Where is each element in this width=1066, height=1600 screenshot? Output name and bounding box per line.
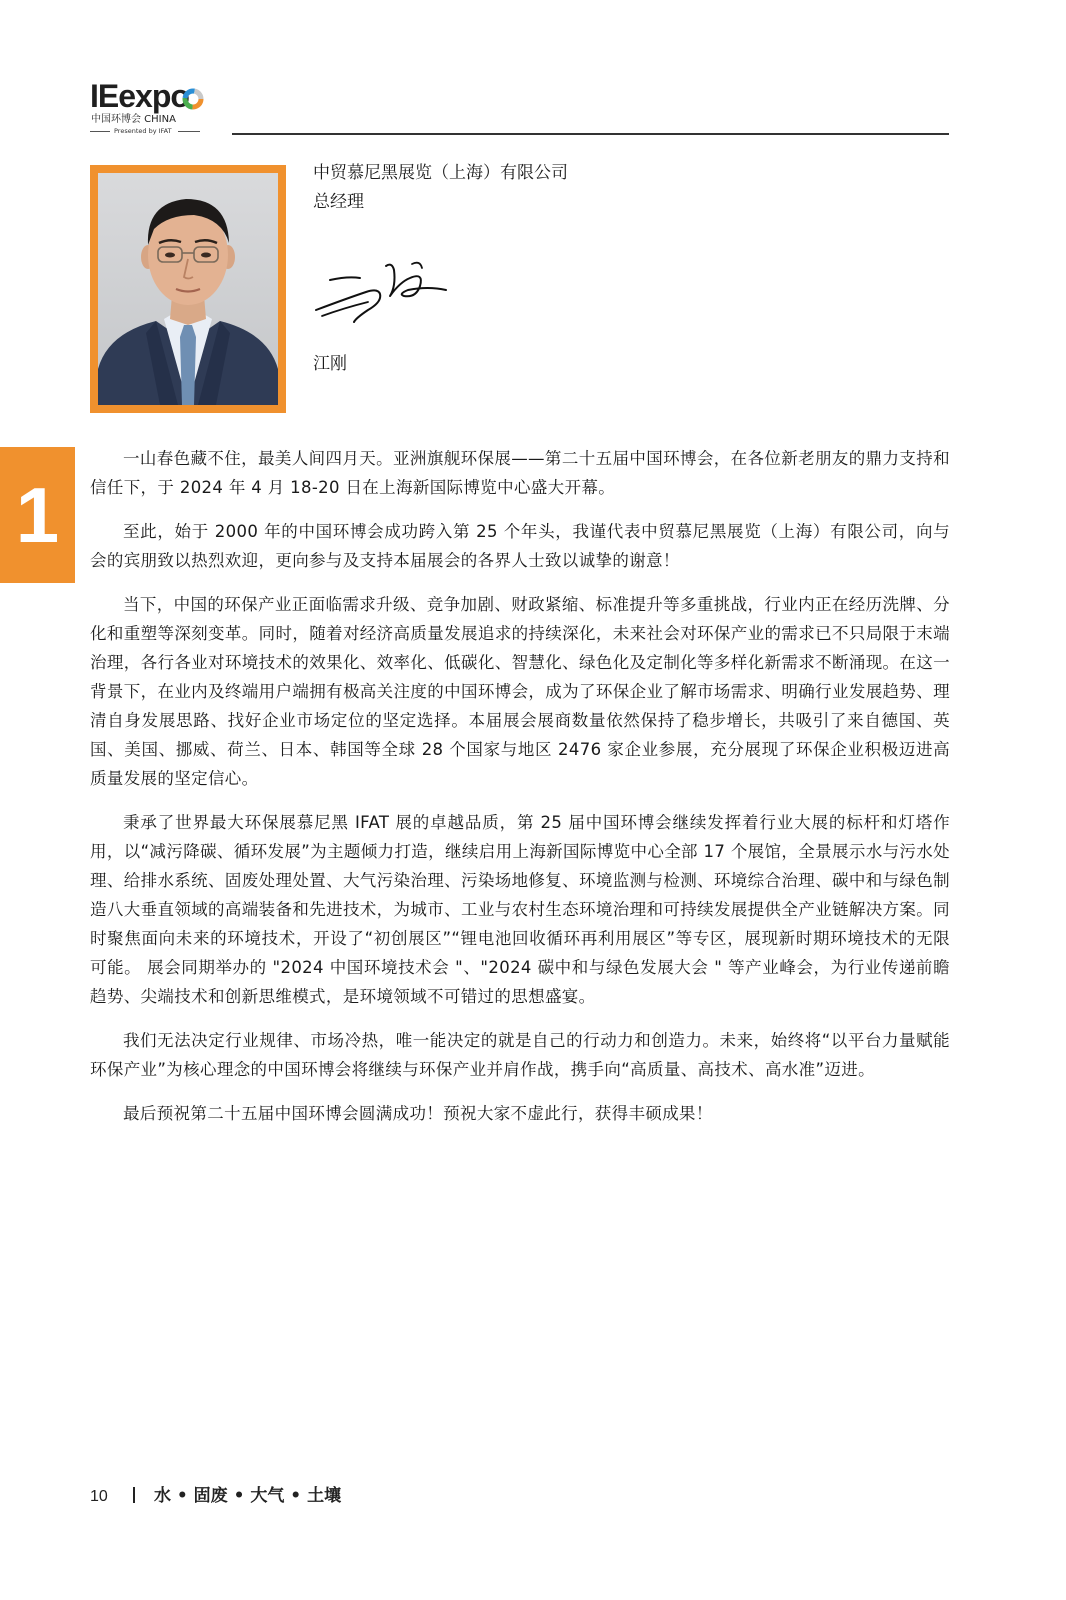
author-name: 江刚 xyxy=(313,354,347,374)
footer-divider xyxy=(133,1487,135,1503)
paragraph: 我们无法决定行业规律、市场冷热，唯一能决定的就是自己的行动力和创造力。未来，始终将“以平台力量赋能环保产业”为核心理念的中国环博会将继续与环保产业并肩作战，携手向“高质量、高技术、高水准”迈进。 xyxy=(90,1031,950,1079)
footer-title: 水 • 固废 • 大气 • 土壤 xyxy=(153,1486,342,1506)
handwritten-signature xyxy=(308,252,458,332)
paragraph: 当下，中国的环保产业正面临需求升级、竞争加剧、财政紧缩、标准提升等多重挑战，行业内正在经历洗牌、分化和重塑等深刻变革。同时，随着对经济高质量发展追求的持续深化，未来社会对环保产业的需求已不只局限于末端治理，各行各业对环境技术的效果化、效率化、低碳化、智慧化、绿色化及定制化等多样化新需求不断涌现。在这一背景下，在业内及终端用户端拥有极高关注度的中国环博会，成为了环保企业了解市场需求、明确行业发展趋势、理清自身发展思路、找好企业市场定位的坚定选择。本届展会展商数量依然保持了稳步增长，共吸引了来自德国、英国、美国、挪威、荷兰、日本、韩国等全球 28 个国家与地区 2476 家企业参展，充分展现了环保企业积极迈进高质量发展的坚定信心。 xyxy=(90,595,950,788)
author-title: 总经理 xyxy=(313,192,364,212)
portrait-image xyxy=(98,173,278,405)
section-number: 1 xyxy=(15,471,60,559)
header-divider xyxy=(232,133,949,135)
page-footer xyxy=(90,1483,341,1509)
paragraph: 秉承了世界最大环保展慕尼黑 IFAT 展的卓越品质，第 25 届中国环博会继续发挥着行业大展的标杆和灯塔作用，以“减污降碳、循环发展”为主题倾力打造，继续启用上海新国际博览中心全部 17 个展馆，全景展示水与污水处理、给排水系统、固废处理处置、大气污染治理、污染场地修复、环境监测与检测、环境综合治理、碳中和与绿色制造八大垂直领域的高端装备和先进技术，为城市、工业与农村生态环境治理和可持续发展提供全产业链解决方案。同时聚焦面向未来的环境技术，开设了“初创展区”“锂电池回收循环再利用展区”等专区，展现新时期环境技术的无限可能。 展会同期举办的 "2024 中国环境技术会 "、"2024 碳中和与绿色发展大会 " 等产业峰会，为行业传递前瞻趋势、尖端技术和创新思维模式，是环境领域不可错过的思想盛宴。 xyxy=(90,813,950,1006)
author-company: 中贸慕尼黑展览（上海）有限公司 xyxy=(313,163,568,183)
paragraph: 至此，始于 2000 年的中国环博会成功跨入第 25 个年头，我谨代表中贸慕尼黑展览（上海）有限公司，向与会的宾朋致以热烈欢迎，更向参与及支持本届展会的各界人士致以诚挚的谢意！ xyxy=(90,522,950,570)
logo-tagline: Presented by IFAT xyxy=(114,127,172,135)
letter-body xyxy=(90,444,950,1143)
logo-ring-icon xyxy=(182,88,204,110)
logo-subtitle: 中国环博会 CHINA xyxy=(91,114,176,125)
page-number: 10 xyxy=(90,1488,108,1505)
logo-wordmark: IEexpo xyxy=(90,78,189,114)
iexpo-logo xyxy=(90,78,210,138)
author-portrait xyxy=(90,165,286,413)
paragraph: 一山春色藏不住，最美人间四月天。亚洲旗舰环保展——第二十五届中国环博会，在各位新老朋友的鼎力支持和信任下，于 2024 年 4 月 18-20 日在上海新国际博览中心盛大开幕。 xyxy=(90,449,950,497)
section-tab xyxy=(0,447,75,583)
paragraph: 最后预祝第二十五届中国环博会圆满成功！预祝大家不虚此行，获得丰硕成果！ xyxy=(123,1104,713,1123)
